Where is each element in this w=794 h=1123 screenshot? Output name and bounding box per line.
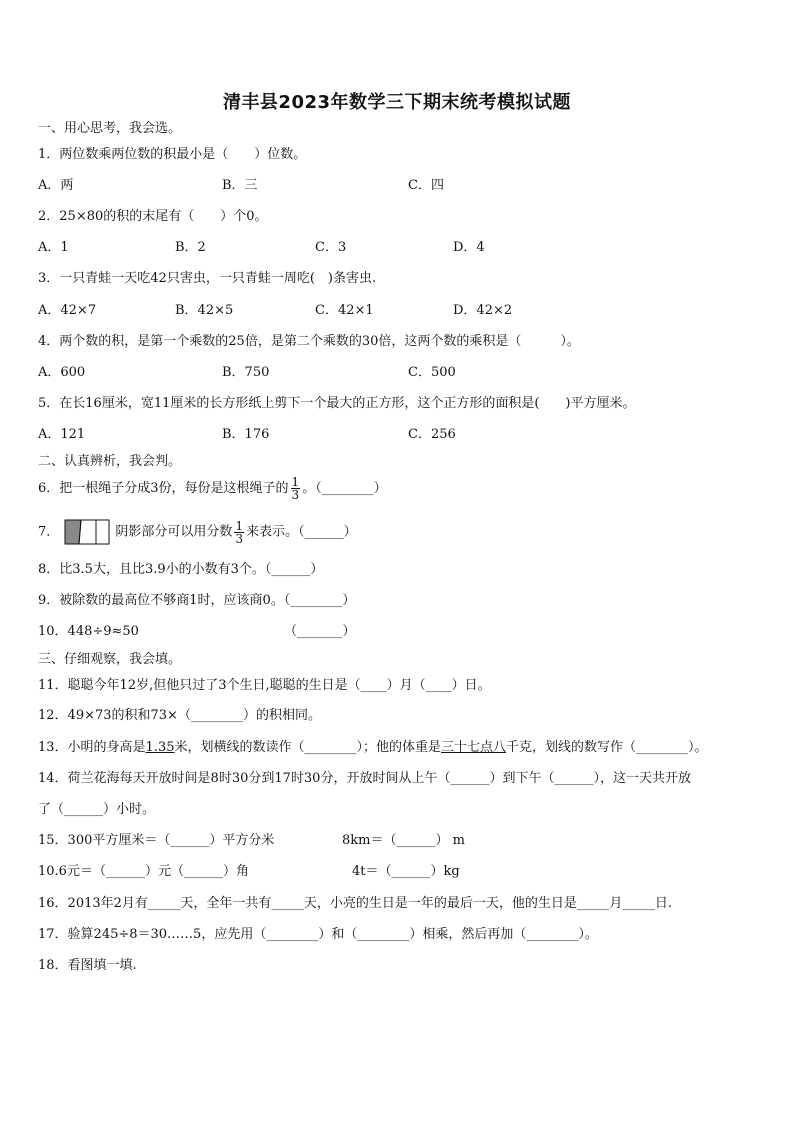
question-11: 11．聪聪今年12岁,但他只过了3个生日,聪聪的生日是（____）月（____）日。 bbox=[38, 678, 491, 693]
q5-option-c: C．256 bbox=[408, 427, 456, 442]
question-15-a: 15．300平方厘米＝（______）平方分米 bbox=[38, 833, 275, 848]
question-13 bbox=[38, 739, 708, 757]
question-4: 4．两个数的积，是第一个乘数的25倍，是第二个乘数的30倍，这两个数的乘积是（ ）。 bbox=[38, 334, 580, 349]
q2-option-a: A．1 bbox=[38, 240, 69, 255]
q4-option-c: C．500 bbox=[408, 365, 456, 380]
q2-option-b: B．2 bbox=[175, 240, 206, 255]
q3-option-d: D．42×2 bbox=[453, 303, 513, 318]
q4-option-b: B．750 bbox=[222, 365, 270, 380]
question-1: 1．两位数乘两位数的积最小是（ ）位数。 bbox=[38, 147, 307, 162]
question-15-c: 10.6元＝（______）元（______）角 bbox=[38, 864, 249, 879]
q7-blank: 来表示。（______） bbox=[246, 524, 357, 540]
question-14-line-1: 14．荷兰花海每天开放时间是8时30分到17时30分，开放时间从上午（______）到下午（______），这一天共开放 bbox=[38, 771, 691, 786]
question-3: 3．一只青蛙一天吃42只害虫，一只青蛙一周吃( )条害虫. bbox=[38, 271, 377, 286]
q7-number: 7． bbox=[38, 524, 60, 540]
question-8: 8．比3.5大，且比3.9小的小数有3个。（______） bbox=[38, 562, 324, 577]
q2-option-d: D．4 bbox=[453, 240, 485, 255]
section-heading-1: 一、用心思考，我会选。 bbox=[38, 121, 182, 136]
underlined-number: 1.35 bbox=[145, 740, 175, 755]
q7-text: 阴影部分可以用分数 bbox=[115, 524, 233, 540]
question-6 bbox=[38, 476, 387, 501]
q13-text: 千克，划线的数写作（________）。 bbox=[506, 740, 708, 755]
fraction-denominator: 3 bbox=[291, 488, 300, 502]
question-15-d: 4t＝（______）kg bbox=[352, 864, 460, 879]
q13-text: 13．小明的身高是 bbox=[38, 740, 146, 755]
q5-option-a: A．121 bbox=[38, 427, 86, 442]
q3-option-b: B．42×5 bbox=[175, 303, 234, 318]
fraction bbox=[291, 476, 301, 501]
section-heading-2: 二、认真辨析，我会判。 bbox=[38, 454, 182, 469]
fraction bbox=[234, 520, 244, 545]
question-16: 16．2013年2月有_____天，全年一共有_____天，小亮的生日是一年的最后一天，他的生日是_____月_____日. bbox=[38, 896, 673, 911]
fraction-numerator: 1 bbox=[291, 475, 300, 489]
question-14-line-2: 了（______）小时。 bbox=[38, 802, 156, 817]
q6-text: 6．把一根绳子分成3份，每份是这根绳子的 bbox=[38, 481, 289, 496]
question-7 bbox=[38, 518, 357, 546]
question-10: 10．448÷9≈50 bbox=[38, 624, 139, 639]
question-5: 5．在长16厘米，宽11厘米的长方形纸上剪下一个最大的正方形，这个正方形的面积是( )平方厘米。 bbox=[38, 396, 636, 411]
section-heading-3: 三、仔细观察，我会填。 bbox=[38, 652, 182, 667]
q2-option-c: C．3 bbox=[315, 240, 347, 255]
q1-option-b: B．三 bbox=[222, 178, 258, 193]
question-17: 17．验算245÷8＝30……5，应先用（________）和（________）相乘，然后再加（________）。 bbox=[38, 927, 598, 942]
question-15-b: 8km＝（______） m bbox=[342, 833, 465, 848]
question-9: 9．被除数的最高位不够商1时，应该商0。（________） bbox=[38, 593, 356, 608]
question-2: 2．25×80的积的末尾有（ ）个0。 bbox=[38, 209, 268, 224]
question-18: 18．看图填一填. bbox=[38, 958, 137, 973]
page-title: 清丰县2023年数学三下期末统考模拟试题 bbox=[222, 92, 572, 113]
fraction-denominator: 3 bbox=[235, 531, 244, 546]
question-12: 12．49×73的积和73×（________）的积相同。 bbox=[38, 708, 321, 723]
q1-option-c: C．四 bbox=[408, 178, 444, 193]
q6-blank: 。（________） bbox=[302, 481, 387, 496]
q10-blank: （_______） bbox=[284, 624, 356, 639]
shaded-rectangle-figure bbox=[63, 518, 111, 546]
q1-option-a: A．两 bbox=[38, 178, 74, 193]
q13-text: 米，划横线的数读作（________）；他的体重是 bbox=[174, 740, 442, 755]
q3-option-a: A．42×7 bbox=[38, 303, 97, 318]
q4-option-a: A．600 bbox=[38, 365, 86, 380]
q3-option-c: C．42×1 bbox=[315, 303, 374, 318]
fraction-numerator: 1 bbox=[235, 518, 244, 533]
underlined-number: 三十七点八 bbox=[441, 740, 507, 755]
q5-option-b: B．176 bbox=[222, 427, 270, 442]
